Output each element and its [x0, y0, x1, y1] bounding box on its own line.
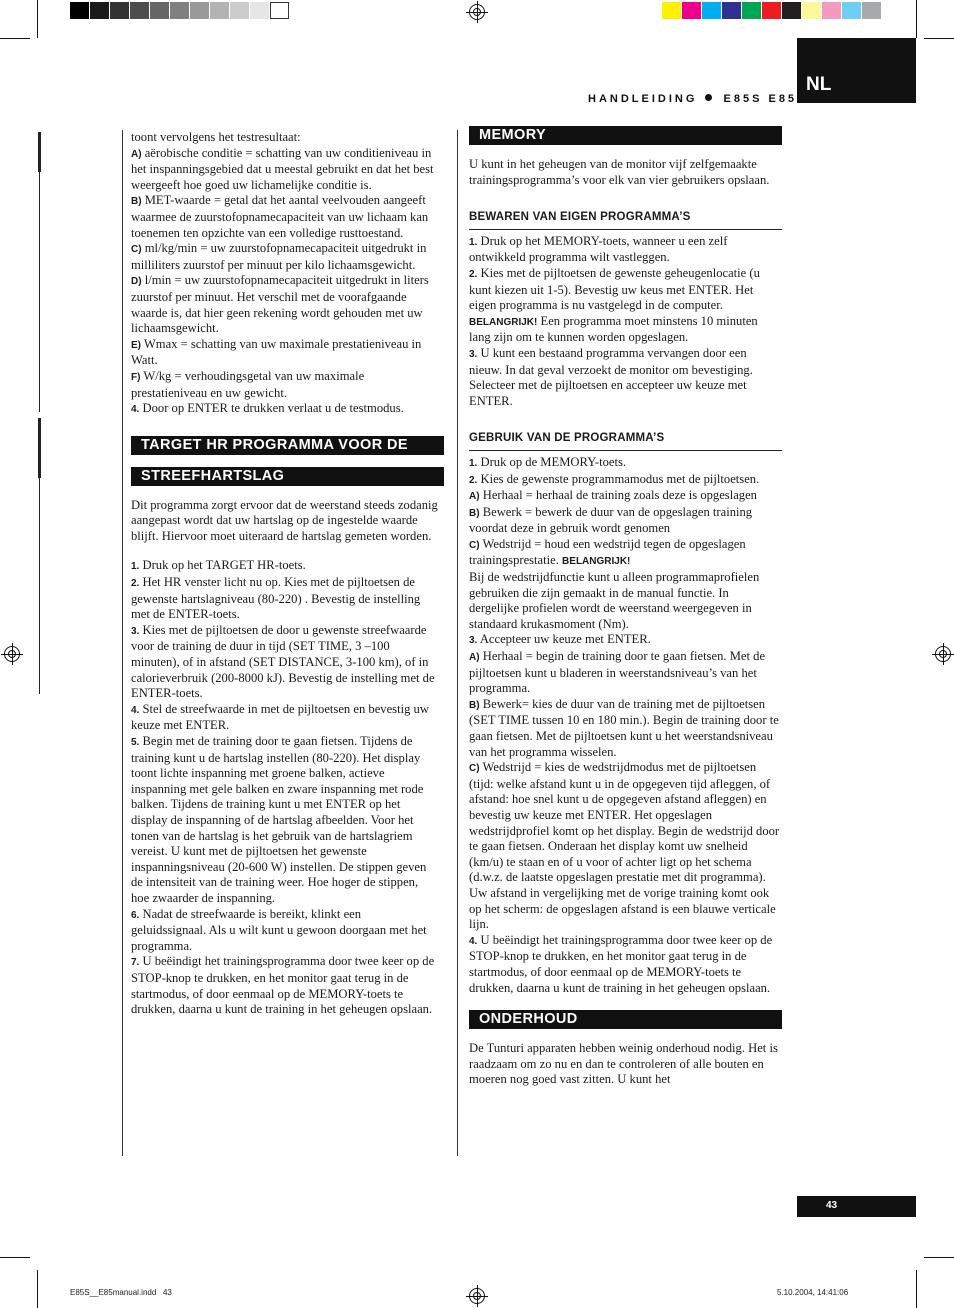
- result-item: [131, 241, 439, 273]
- color-swatch: [662, 2, 681, 19]
- grey-swatch: [230, 2, 249, 19]
- item-text: Herhaal = herhaal de training zoals deze is opgeslagen: [482, 488, 757, 503]
- result-item: [131, 146, 439, 194]
- item-label: A): [469, 652, 480, 664]
- step-item: [131, 558, 439, 575]
- grey-swatch: [210, 2, 229, 19]
- results-intro: toont vervolgens het testresultaat:: [131, 130, 301, 144]
- step-item: [469, 455, 782, 472]
- item-label: 2.: [469, 268, 478, 280]
- item-text: Door op ENTER te drukken verlaat u de testmodus.: [142, 401, 404, 416]
- left-column: [131, 130, 439, 1018]
- column-rule: [457, 130, 458, 1156]
- registration-mark-icon: [469, 4, 485, 20]
- page-number-tab: [797, 1196, 916, 1217]
- item-label: 4.: [469, 935, 478, 947]
- item-label: BELANGRIJK!: [469, 316, 538, 328]
- target-hr-intro: Dit programma zorgt ervoor dat de weerstand steeds zodanig aangepast wordt dat uw hartslag op de ingestelde waarde blijft. Hiervoor moet uiteraard de hartslag gemeten worden.: [131, 497, 438, 543]
- registration-mark-icon: [935, 646, 951, 662]
- item-label: A): [131, 148, 142, 160]
- color-swatch: [822, 2, 841, 19]
- memory-heading: MEMORY: [469, 126, 782, 145]
- step-item: [469, 472, 782, 489]
- target-hr-heading: [131, 436, 439, 486]
- step-item: [469, 505, 782, 537]
- maintenance-heading: ONDERHOUD: [469, 1010, 782, 1029]
- running-header: [588, 93, 797, 105]
- margin-rule: [39, 172, 40, 412]
- item-label: 1.: [469, 236, 478, 248]
- step-item: [469, 346, 782, 409]
- item-text: ml/kg/min = uw zuurstofopnamecapaciteit uitgedrukt in milliliters zuurstof per minuut per kilo lichaamsgewicht.: [131, 241, 427, 272]
- grey-swatch: [250, 2, 269, 19]
- item-text: l/min = uw zuurstofopnamecapaciteit uitgedrukt in liters zuurstof per minuut. Het verschil met de voorafgaande waarde is, dat hier geen rekening wordt gehouden met uw lichaamsgewicht.: [131, 273, 429, 336]
- color-swatch: [742, 2, 761, 19]
- target-hr-heading-line-2: STREEFHARTSLAG: [131, 467, 444, 486]
- item-text: Druk op het MEMORY-toets, wanneer u een zelf ontwikkeld programma wilt vastleggen.: [469, 233, 728, 265]
- step-item: [131, 702, 439, 734]
- item-label: 1.: [131, 561, 140, 573]
- item-label: 4.: [131, 404, 140, 416]
- page-number: 43: [826, 1200, 838, 1211]
- step-item: [469, 632, 782, 649]
- slug-datetime: 5.10.2004, 14:41:06: [777, 1288, 849, 1297]
- column-rule: [122, 130, 123, 1156]
- slug-line: [70, 1288, 172, 1297]
- crop-mark: [924, 38, 954, 39]
- item-text: Een programma moet minstens 10 minuten lang zijn om te kunnen worden opgeslagen.: [469, 313, 758, 345]
- step-item: [469, 697, 782, 760]
- color-swatch: [702, 2, 721, 19]
- crop-mark: [0, 1257, 30, 1258]
- item-label: 6.: [131, 909, 140, 921]
- grey-swatch: [70, 2, 89, 19]
- crop-mark: [37, 1270, 38, 1308]
- item-label: 1.: [469, 457, 478, 469]
- step-item: [131, 623, 439, 702]
- save-programs-heading: BEWAREN VAN EIGEN PROGRAMMA’S: [469, 210, 782, 230]
- step-item: [469, 933, 782, 996]
- memory-intro: U kunt in het geheugen van de monitor vijf zelfgemaakte trainingsprogramma’s voor elk van vier gebruikers opslaan.: [469, 157, 770, 187]
- item-label: C): [469, 763, 480, 775]
- item-text: aërobische conditie = schatting van uw conditieniveau in het inspanningsgebied dat u meestal gebruikt en dat het best weergeeft hoe goed uw lichamelijke conditie is.: [131, 145, 434, 192]
- item-text: Wmax = schatting van uw maximale prestatieniveau in Watt.: [131, 336, 422, 368]
- item-text: Kies met de pijltoetsen de gewenste geheugenlocatie (u kunt kiezen uit 1-5). Bevestig uw keus met ENTER. Het eigen programma is nu vastgelegd in de computer.: [469, 265, 760, 313]
- step-item: [131, 954, 439, 1017]
- use-programs-heading: GEBRUIK VAN DE PROGRAMMA’S: [469, 431, 782, 451]
- color-swatch: [682, 2, 701, 19]
- item-label: 5.: [131, 737, 140, 748]
- crop-mark: [916, 1270, 917, 1308]
- item-text: Kies met de pijltoetsen de door u gewenste streefwaarde voor de training de duur in tijd (SET TIME, 3 –100 minuten), of in afstand (SET DISTANCE, 3-100 km), of in calorieverbruik (200-8000 kJ). Bevestig de instelling met de ENTER-toets.: [131, 622, 435, 701]
- grey-swatch: [170, 2, 189, 19]
- language-tab-label: NL: [806, 74, 832, 95]
- item-label: 2.: [131, 578, 140, 590]
- item-label: B): [131, 196, 142, 208]
- item-label: 2.: [469, 474, 478, 486]
- slug-page: 43: [162, 1288, 172, 1297]
- item-text: Druk op het TARGET HR-toets.: [142, 558, 306, 573]
- item-text: W/kg = verhoudingsgetal van uw maximale prestatieniveau en uw gewicht.: [131, 368, 365, 400]
- item-text: Bewerk = bewerk de duur van de opgeslagen training voordat deze in gebruik wordt genomen: [469, 504, 753, 536]
- step-item: [469, 649, 782, 697]
- item-label: 3.: [469, 348, 478, 360]
- item-text: Wedstrijd = kies de wedstrijdmodus met de pijltoetsen (tijd: welke afstand kunt u in de opgegeven tijd afleggen, of afstand: hoe snel kunt u de opgegeven afstand afleggen) en bevestig uw keuze met ENTER. Het opgeslagen wedstrijdprofiel komt op het display. Begin de wedstrijd door te gaan fietsen. Onderaan het display komt uw snelheid (km/u) te staan en of u voor of achter ligt op het schema (d.w.z. de laatste opgeslagen prestatie met dit programma).: [469, 760, 780, 885]
- step-item: [469, 234, 782, 266]
- item-text: U beëindigt het trainingsprogramma door twee keer op de STOP-knop te drukken, en het monitor gaat terug in de startmodus, of door eenmaal op de MEMORY-toets te drukken, daarna u kunt de training in het geheugen opslaan.: [469, 932, 773, 995]
- result-item: [131, 193, 439, 241]
- item-label: C): [469, 539, 480, 551]
- item-text: Herhaal = begin de training door te gaan fietsen. Met de pijltoetsen kunt u bladeren in weerstandsniveau’s van het programma.: [469, 649, 766, 696]
- step-item: [469, 266, 782, 314]
- crop-mark: [37, 0, 38, 38]
- step-item: [469, 570, 782, 632]
- step-item: [469, 760, 782, 886]
- bullet-icon: [705, 94, 712, 101]
- step-item: [131, 575, 439, 623]
- item-text: U beëindigt het trainingsprogramma door twee keer op de STOP-knop te drukken, en het monitor gaat terug in de startmodus, of door eenmaal op de MEMORY-toets te drukken, daarna u kunt de training in het geheugen opslaan.: [131, 954, 435, 1017]
- item-label: D): [131, 276, 142, 288]
- color-swatch: [842, 2, 861, 19]
- margin-rule: [39, 478, 40, 694]
- margin-rule: [38, 418, 41, 478]
- color-swatch: [802, 2, 821, 19]
- result-item: [131, 369, 439, 401]
- item-label: F): [131, 371, 141, 383]
- crop-mark: [916, 0, 917, 38]
- item-text: U kunt een bestaand programma vervangen door een nieuw. In dat geval verzoekt de monitor om bevestiging. Selecteer met de pijltoetsen en accepteer uw keuze met ENTER.: [469, 345, 753, 408]
- running-title: HANDLEIDING: [588, 93, 698, 105]
- step-item: [469, 537, 782, 570]
- grey-swatch: [90, 2, 109, 19]
- item-text: Nadat de streefwaarde is bereikt, klinkt een geluidssignaal. Als u wilt kunt u gewoon doorgaan met het programma.: [131, 906, 427, 953]
- item-label: B): [469, 699, 480, 711]
- result-item: [131, 337, 439, 369]
- item-label: E): [131, 339, 141, 351]
- item-label: 3.: [469, 635, 478, 647]
- item-text: MET-waarde = getal dat het aantal veelvouden aangeeft waarmee de zuurstofopnamecapaciteit van uw lichaam kan toenemen ten opzichte van een volledige rusttoestand.: [131, 193, 429, 240]
- slug-file: E85S__E85manual.indd: [70, 1288, 157, 1297]
- color-swatch: [722, 2, 741, 19]
- grey-swatch: [270, 2, 289, 19]
- item-text: Bewerk= kies de duur van de training met de pijltoetsen (SET TIME tussen 10 en 180 min.). Begin de training door te gaan fietsen. Met de pijltoetsen kunt u het weerstandsniveau van het programma wisselen.: [469, 696, 779, 759]
- item-label: 7.: [131, 957, 140, 969]
- item-text: Stel de streefwaarde in met de pijltoetsen en bevestig uw keuze met ENTER.: [131, 701, 429, 733]
- item-text: Druk op de MEMORY-toets.: [480, 454, 627, 469]
- maintenance-text: De Tunturi apparaten hebben weinig onderhoud nodig. Het is raadzaam om zo nu en dan te controleren of alle bouten en moeren nog goed vast zitten. U kunt het: [469, 1041, 778, 1087]
- grey-swatch: [150, 2, 169, 19]
- item-label: 3.: [131, 625, 140, 637]
- grey-swatch: [190, 2, 209, 19]
- item-text: Kies de gewenste programmamodus met de pijltoetsen.: [480, 471, 760, 486]
- registration-mark-icon: [4, 646, 20, 662]
- use-programs-steps: [469, 455, 782, 996]
- grey-swatch: [130, 2, 149, 19]
- save-programs-steps: [469, 234, 782, 410]
- item-text: Bij de wedstrijdfunctie kunt u alleen programmaprofielen gebruiken die zijn gemaakt in de manual functie. In dergelijke profielen wordt de weerstand weergegeven in standaard krukasmoment (Nm).: [469, 570, 760, 631]
- margin-rule: [38, 132, 41, 172]
- grey-calibration-bar: [70, 0, 292, 21]
- color-swatch: [862, 2, 881, 19]
- item-text: Begin met de training door te gaan fietsen. Tijdens de training kunt u de hartslag instellen (80-220). Het display toont lichte inspanning met groene balken, actieve inspanning met gele balken en zware inspanning met rode balken. Tijdens de training kunt u met ENTER op het display de inspanning of de hartslag afbeelden. Voor het tonen van de hartslag is het gebruik van de hartslagriem vereist. U kunt met de pijltoetsen het gewenste inspanningsniveau (20-600 W) instellen. De stippen geven de intensiteit van de training weer. Hoe hoger de stippen, hoe zwaarder de inspanning.: [131, 734, 427, 905]
- language-tab: [797, 38, 916, 103]
- item-label: A): [469, 491, 480, 503]
- item-label: C): [131, 244, 142, 256]
- right-column: [469, 126, 782, 1088]
- item-text: Accepteer uw keuze met ENTER.: [479, 632, 651, 647]
- step-item: [469, 314, 782, 346]
- crop-mark: [924, 1257, 954, 1258]
- step-item: [131, 907, 439, 955]
- target-hr-steps: [131, 558, 439, 1017]
- item-text: Wedstrijd = houd een wedstrijd tegen de opgeslagen trainingsprestatie.: [469, 536, 746, 568]
- target-hr-heading-line-1: TARGET HR PROGRAMMA VOOR DE: [131, 436, 444, 455]
- color-swatch: [782, 2, 801, 19]
- item-label: B): [469, 507, 480, 519]
- result-item: [131, 401, 439, 418]
- step-item: [469, 488, 782, 505]
- color-calibration-bar: [662, 0, 884, 21]
- registration-mark-icon: [469, 1288, 485, 1304]
- grey-swatch: [110, 2, 129, 19]
- results-list: [131, 146, 439, 418]
- result-item: [131, 273, 439, 336]
- item-label: 4.: [131, 704, 140, 716]
- item-note: BELANGRIJK!: [562, 556, 631, 568]
- step-item: [131, 734, 439, 907]
- color-swatch: [762, 2, 781, 19]
- item-text: Het HR venster licht nu op. Kies met de pijltoetsen de gewenste hartslagniveau (80-220) . Bevestig de instelling met de ENTER-toets.: [131, 575, 421, 622]
- step-item: [469, 886, 782, 933]
- crop-mark: [0, 38, 30, 39]
- model-name: E85S E85: [723, 93, 798, 105]
- item-text: Uw afstand in vergelijking met de vorige training komt ook op het scherm: de opgeslagen afstand is een blauwe verticale lijn.: [469, 885, 776, 932]
